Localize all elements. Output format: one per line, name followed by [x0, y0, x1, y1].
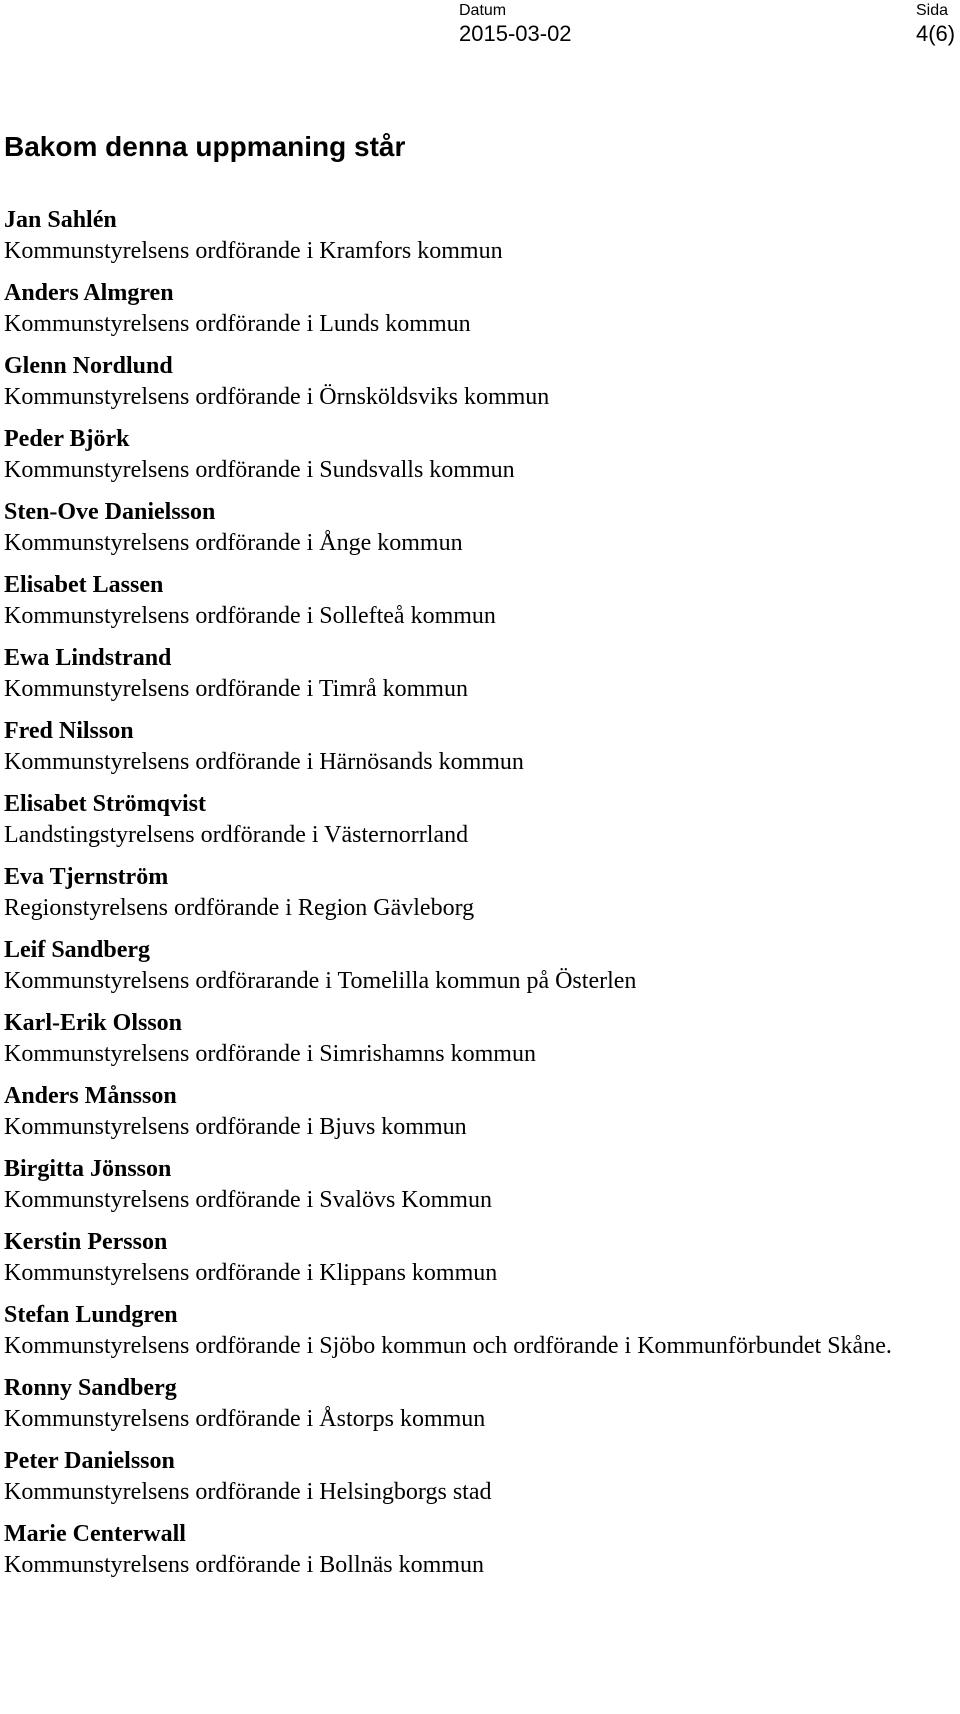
signatory-name: Peter Danielsson [4, 1448, 175, 1474]
signatory-entry [4, 1519, 954, 1581]
signatory-name: Ewa Lindstrand [4, 645, 172, 671]
signatory-name: Peder Björk [4, 426, 130, 452]
signatory-name: Jan Sahlén [4, 207, 117, 233]
signatory-role: Kommunstyrelsens ordförande i Örnsköldsviks kommun [4, 384, 550, 410]
signatory-role: Kommunstyrelsens ordförande i Ånge kommun [4, 530, 463, 556]
signatory-entry [4, 789, 954, 851]
signatory-role: Kommunstyrelsens ordförande i Sollefteå kommun [4, 603, 496, 629]
signatory-name: Anders Månsson [4, 1083, 177, 1109]
page-label: Sida [916, 2, 949, 19]
signatory-name: Eva Tjernström [4, 864, 169, 890]
signatory-name: Elisabet Strömqvist [4, 791, 207, 817]
signatory-role: Regionstyrelsens ordförande i Region Gävleborg [4, 895, 475, 921]
signatory-role: Kommunstyrelsens ordförande i Kramfors kommun [4, 238, 503, 264]
signatory-entry [4, 351, 954, 413]
signatory-role: Kommunstyrelsens ordförande i Sundsvalls kommun [4, 457, 515, 483]
signatory-entry [4, 1008, 954, 1070]
signatory-entry [4, 205, 954, 267]
signatory-entry [4, 935, 954, 997]
signatory-role: Kommunstyrelsens ordförande i Bollnäs kommun [4, 1552, 484, 1578]
signatory-entry [4, 1081, 954, 1143]
signatory-entry [4, 424, 954, 486]
signatory-role: Kommunstyrelsens ordförande i Lunds kommun [4, 311, 471, 337]
signatory-role: Kommunstyrelsens ordförande i Bjuvs kommun [4, 1114, 467, 1140]
signatory-role: Kommunstyrelsens ordförande i Åstorps kommun [4, 1406, 486, 1432]
date-label: Datum [459, 2, 507, 19]
signatories-list [4, 205, 954, 1592]
signatory-name: Glenn Nordlund [4, 353, 173, 379]
page-title: Bakom denna uppmaning står [4, 131, 406, 162]
signatory-entry [4, 1446, 954, 1508]
signatory-name: Stefan Lundgren [4, 1302, 178, 1328]
signatory-entry [4, 1300, 954, 1362]
signatory-name: Karl-Erik Olsson [4, 1010, 183, 1036]
signatory-entry [4, 278, 954, 340]
signatory-role: Kommunstyrelsens ordförande i Helsingborgs stad [4, 1479, 492, 1505]
signatory-entry [4, 716, 954, 778]
signatory-name: Kerstin Persson [4, 1229, 168, 1255]
signatory-name: Fred Nilsson [4, 718, 134, 744]
signatory-entry [4, 570, 954, 632]
signatory-name: Sten-Ove Danielsson [4, 499, 216, 525]
signatory-role: Kommunstyrelsens ordförande i Sjöbo kommun och ordförande i Kommunförbundet Skåne. [4, 1333, 892, 1359]
signatory-entry [4, 862, 954, 924]
signatory-name: Ronny Sandberg [4, 1375, 177, 1401]
signatory-name: Elisabet Lassen [4, 572, 164, 598]
signatory-role: Kommunstyrelsens ordförande i Timrå kommun [4, 676, 468, 702]
signatory-name: Anders Almgren [4, 280, 174, 306]
signatory-role: Kommunstyrelsens ordförande i Klippans kommun [4, 1260, 498, 1286]
signatory-name: Birgitta Jönsson [4, 1156, 172, 1182]
signatory-entry [4, 643, 954, 705]
signatory-role: Kommunstyrelsens ordförande i Svalövs Kommun [4, 1187, 492, 1213]
signatory-entry [4, 497, 954, 559]
signatory-entry [4, 1227, 954, 1289]
signatory-entry [4, 1373, 954, 1435]
signatory-entry [4, 1154, 954, 1216]
signatory-role: Kommunstyrelsens ordförande i Härnösands kommun [4, 749, 524, 775]
date-value: 2015-03-02 [459, 21, 572, 46]
signatory-name: Marie Centerwall [4, 1521, 186, 1547]
signatory-name: Leif Sandberg [4, 937, 151, 963]
signatory-role: Kommunstyrelsens ordförarande i Tomelilla kommun på Österlen [4, 968, 637, 994]
signatory-role: Landstingstyrelsens ordförande i Västernorrland [4, 822, 469, 848]
page-number: 4(6) [916, 21, 956, 46]
signatory-role: Kommunstyrelsens ordförande i Simrishamns kommun [4, 1041, 536, 1067]
page-header [0, 0, 960, 50]
